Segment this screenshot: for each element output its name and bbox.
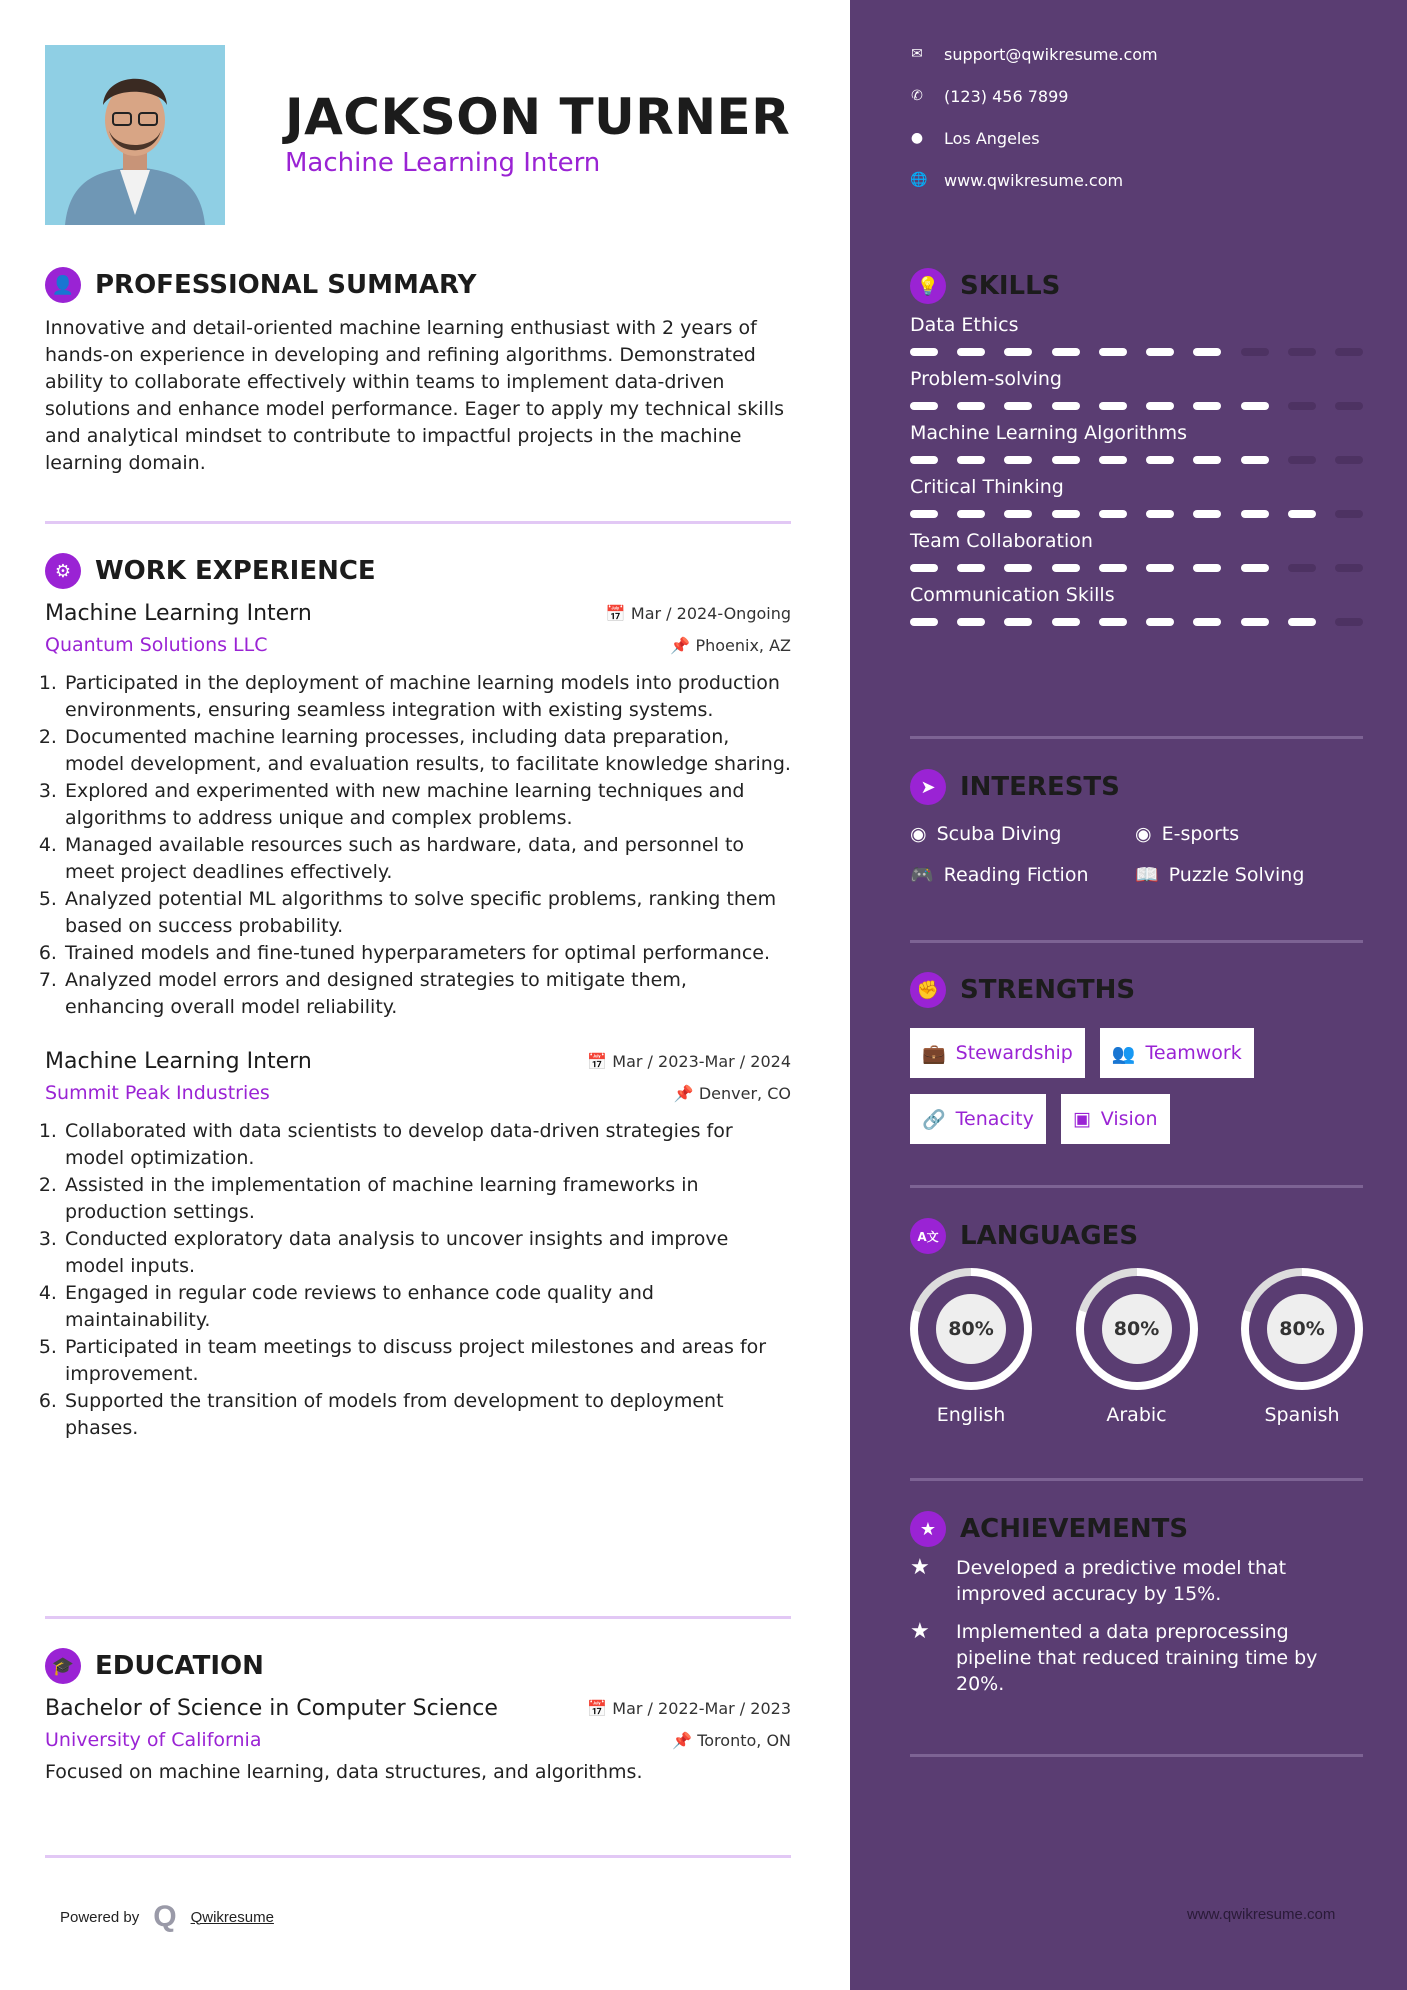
skill-dash (1193, 456, 1221, 464)
duty-item: 1. Collaborated with data scientists to develop data-driven strategies for model optimization. (63, 1118, 791, 1172)
achievement-item: ★ Implemented a data preprocessing pipeline that reduced training time by 20%. (910, 1619, 1318, 1695)
profile-photo (45, 45, 225, 225)
language-item (1076, 1268, 1198, 1426)
language-percent: 80% (936, 1294, 1006, 1364)
language-percent: 80% (1102, 1294, 1172, 1364)
skill-dash (1004, 564, 1032, 572)
work-title: WORK EXPERIENCE (95, 556, 376, 586)
education-section (45, 1648, 791, 1786)
skill-dash (957, 618, 985, 626)
duty-item: 5. Analyzed potential ML algorithms to solve specific problems, ranking them based on success probability. (63, 886, 791, 940)
powered-label: Powered by (60, 1908, 140, 1926)
achievements-title: ACHIEVEMENTS (960, 1514, 1189, 1544)
language-name: Spanish (1264, 1404, 1340, 1426)
skill-name: Communication Skills (910, 584, 1115, 606)
calendar-icon: 📅 (587, 1052, 613, 1071)
contact-email: support@qwikresume.com (944, 44, 1158, 64)
gamepad-icon: 🎮 (910, 864, 934, 886)
skill-dash (910, 618, 938, 626)
binoculars-icon: ▣ (1072, 1108, 1091, 1130)
globe-icon: 🌐 (910, 172, 928, 188)
skill-dash (1193, 510, 1221, 518)
skill-dash (1004, 348, 1032, 356)
skill-dash (1052, 564, 1080, 572)
skill-dash (1099, 564, 1127, 572)
skill-dash (910, 456, 938, 464)
skill-dash (1241, 618, 1269, 626)
duty-item: 1. Participated in the deployment of machine learning models into production environments, ensuring seamless integration with existing systems. (63, 670, 791, 724)
skill-dash (1146, 348, 1174, 356)
powered-by (60, 1900, 274, 1934)
skill-dash (1146, 618, 1174, 626)
skill-dash (1335, 456, 1363, 464)
skill-dash (1335, 564, 1363, 572)
skill-dash (1052, 456, 1080, 464)
skill-dash (1052, 510, 1080, 518)
work-section (45, 553, 791, 1442)
divider (45, 1616, 791, 1619)
skill-dash (1241, 348, 1269, 356)
calendar-icon: 📅 (587, 1699, 613, 1718)
summary-section (45, 267, 791, 477)
skill-dash (957, 510, 985, 518)
language-percent: 80% (1267, 1294, 1337, 1364)
paper-plane-icon: ➤ (910, 769, 946, 805)
users-icon: 👥 (1111, 1042, 1136, 1065)
map-marker-icon: ● (910, 130, 924, 146)
strength-chip: 💼 Stewardship (910, 1028, 1085, 1078)
skill-dash (1099, 402, 1127, 410)
skill-dash (1241, 564, 1269, 572)
divider (910, 1478, 1363, 1481)
skill-dash (910, 348, 938, 356)
strengths-title: STRENGTHS (960, 975, 1136, 1005)
skills-section (910, 268, 1363, 626)
skill-dash (1288, 564, 1316, 572)
contact-website: www.qwikresume.com (944, 170, 1124, 190)
duty-item: 6. Supported the transition of models from development to deployment phases. (63, 1388, 791, 1442)
star-icon: ★ (910, 1511, 946, 1547)
lightbulb-icon: 💡 (910, 268, 946, 304)
skill-dash (1099, 618, 1127, 626)
job-date: Mar / 2024-Ongoing (630, 604, 791, 623)
skill-dash (1288, 456, 1316, 464)
languages-title: LANGUAGES (960, 1221, 1139, 1251)
summary-title: PROFESSIONAL SUMMARY (95, 270, 477, 300)
skill-dash (1004, 510, 1032, 518)
skill-dash (1004, 456, 1032, 464)
skill-dash (957, 456, 985, 464)
skill-dash (1193, 348, 1221, 356)
language-proficiency-ring (910, 1268, 1032, 1390)
phone-icon: ✆ (911, 88, 923, 104)
skill-dash (1146, 402, 1174, 410)
shooting-star-icon: ★ (910, 1619, 930, 1644)
interest-item: 📖 Puzzle Solving (1135, 864, 1305, 886)
skill-dash (1146, 456, 1174, 464)
qwikresume-logo-icon: Q (153, 1900, 177, 1933)
divider (45, 1855, 791, 1858)
job-location: Phoenix, AZ (695, 635, 791, 655)
divider (45, 521, 791, 524)
skill-dash (957, 348, 985, 356)
language-proficiency-ring (1241, 1268, 1363, 1390)
chair-icon: ⚙ (45, 553, 81, 589)
divider (910, 1185, 1363, 1188)
calendar-icon: 📅 (605, 604, 631, 623)
skill-dash (1335, 510, 1363, 518)
skill-dash (957, 564, 985, 572)
job-entry (45, 601, 791, 1021)
duty-item: 2. Documented machine learning processes, including data preparation, model development, and evaluation results, to facilitate knowledge sharing. (63, 724, 791, 778)
strength-chip: 👥 Teamwork (1100, 1028, 1254, 1078)
graduation-icon: 🎓 (45, 1648, 81, 1684)
skill-dash (1335, 402, 1363, 410)
job-duties (45, 1118, 791, 1442)
skill-dash (1146, 510, 1174, 518)
skill-dash (1241, 510, 1269, 518)
footer-website: www.qwikresume.com (1187, 1906, 1336, 1923)
skill-dash (910, 564, 938, 572)
achievement-item: ★ Developed a predictive model that improved accuracy by 15%. (910, 1555, 1287, 1605)
skill-dash (1335, 348, 1363, 356)
shooting-star-icon: ★ (910, 1555, 930, 1580)
language-icon: A文 (910, 1218, 946, 1254)
degree: Bachelor of Science in Computer Science (45, 1696, 498, 1721)
envelope-icon: ✉ (911, 46, 923, 62)
skill-dash (1288, 618, 1316, 626)
skill-dash (957, 402, 985, 410)
interests-section (910, 769, 1335, 886)
pin-icon: 📌 (673, 1083, 699, 1103)
job-title: Machine Learning Intern (45, 601, 312, 626)
link-icon: 🔗 (922, 1108, 946, 1131)
skill-name: Problem-solving (910, 368, 1062, 390)
skill-dash (1146, 564, 1174, 572)
skill-dash (1004, 402, 1032, 410)
skill-name: Team Collaboration (910, 530, 1093, 552)
skill-level-bar (910, 564, 1363, 572)
job-title: Machine Learning Intern (45, 1049, 312, 1074)
duty-item: 2. Assisted in the implementation of machine learning frameworks in production settings. (63, 1172, 791, 1226)
education-description: Focused on machine learning, data structures, and algorithms. (45, 1761, 643, 1783)
job-duties (45, 670, 791, 1021)
skill-dash (1335, 618, 1363, 626)
skill-dash (1241, 402, 1269, 410)
skill-dash (1099, 348, 1127, 356)
pin-icon: 📌 (672, 1730, 698, 1750)
skill-level-bar (910, 402, 1363, 410)
skill-dash (910, 402, 938, 410)
duty-item: 3. Explored and experimented with new machine learning techniques and algorithms to address unique and complex problems. (63, 778, 791, 832)
lifebuoy-icon: ◉ (1135, 823, 1152, 845)
skill-dash (1288, 402, 1316, 410)
skill-name: Machine Learning Algorithms (910, 422, 1188, 444)
interests-title: INTERESTS (960, 772, 1120, 802)
languages-section (910, 1218, 1363, 1426)
contact-phone: (123) 456 7899 (944, 86, 1069, 106)
fist-icon: ✊ (910, 972, 946, 1008)
skill-name: Data Ethics (910, 314, 1019, 336)
achievements-section (910, 1511, 1363, 1697)
interest-item: ◉ E-sports (1135, 823, 1240, 845)
language-item (910, 1268, 1032, 1426)
skill-name: Critical Thinking (910, 476, 1064, 498)
skill-dash (1099, 510, 1127, 518)
skills-title: SKILLS (960, 271, 1061, 301)
skill-dash (1004, 618, 1032, 626)
school: University of California (45, 1729, 262, 1751)
language-item (1241, 1268, 1363, 1426)
duty-item: 5. Participated in team meetings to discuss project milestones and areas for improvement. (63, 1334, 791, 1388)
language-proficiency-ring (1076, 1268, 1198, 1390)
skill-dash (1099, 456, 1127, 464)
job-date: Mar / 2023-Mar / 2024 (612, 1052, 791, 1071)
duty-item: 7. Analyzed model errors and designed strategies to mitigate them, enhancing overall model reliability. (63, 967, 791, 1021)
education-title: EDUCATION (95, 1651, 264, 1681)
qwikresume-link[interactable]: Qwikresume (190, 1908, 274, 1926)
duty-item: 4. Managed available resources such as hardware, data, and personnel to meet project deadlines effectively. (63, 832, 791, 886)
skill-dash (1288, 510, 1316, 518)
divider (910, 1754, 1363, 1757)
skill-dash (1052, 402, 1080, 410)
duty-item: 3. Conducted exploratory data analysis to uncover insights and improve model inputs. (63, 1226, 791, 1280)
interest-item: ◉ Scuba Diving (910, 823, 1062, 845)
skill-dash (910, 510, 938, 518)
strengths-section (910, 972, 1363, 1144)
skill-dash (1052, 348, 1080, 356)
briefcase-icon: 💼 (922, 1042, 946, 1065)
candidate-role: Machine Learning Intern (285, 148, 601, 178)
job-company: Summit Peak Industries (45, 1082, 270, 1104)
skill-level-bar (910, 456, 1363, 464)
language-name: Arabic (1106, 1404, 1167, 1426)
skill-dash (1052, 618, 1080, 626)
strength-chip: ▣ Vision (1061, 1094, 1170, 1144)
skill-level-bar (910, 510, 1363, 518)
job-location: Denver, CO (698, 1083, 791, 1103)
divider (910, 940, 1363, 943)
skill-dash (1288, 348, 1316, 356)
skill-dash (1241, 456, 1269, 464)
user-icon: 👤 (45, 267, 81, 303)
contact-location: Los Angeles (944, 128, 1040, 148)
skill-dash (1193, 402, 1221, 410)
skill-level-bar (910, 348, 1363, 356)
job-entry (45, 1049, 791, 1442)
contact-list (910, 33, 1158, 201)
skill-dash (1193, 618, 1221, 626)
education-location: Toronto, ON (697, 1730, 791, 1750)
pin-icon: 📌 (670, 635, 696, 655)
education-date: Mar / 2022-Mar / 2023 (612, 1699, 791, 1718)
strength-chip: 🔗 Tenacity (910, 1094, 1046, 1144)
skill-dash (1193, 564, 1221, 572)
duty-item: 4. Engaged in regular code reviews to enhance code quality and maintainability. (63, 1280, 791, 1334)
language-name: English (936, 1404, 1006, 1426)
lifebuoy-icon: ◉ (910, 823, 927, 845)
summary-text: Innovative and detail-oriented machine learning enthusiast with 2 years of hands-on experience in developing and refining algorithms. Demonstrated ability to collaborate effectively within teams to implement data-driven solutions and enhance model performance. Eager to apply my technical skills and analytical mindset to contribute to impactful projects in the machine learning domain. (45, 317, 785, 474)
job-company: Quantum Solutions LLC (45, 634, 268, 656)
skill-level-bar (910, 618, 1363, 626)
duty-item: 6. Trained models and fine-tuned hyperparameters for optimal performance. (63, 940, 791, 967)
divider (910, 736, 1363, 739)
candidate-name: JACKSON TURNER (285, 88, 791, 146)
interest-item: 🎮 Reading Fiction (910, 864, 1089, 886)
book-icon: 📖 (1135, 864, 1159, 886)
